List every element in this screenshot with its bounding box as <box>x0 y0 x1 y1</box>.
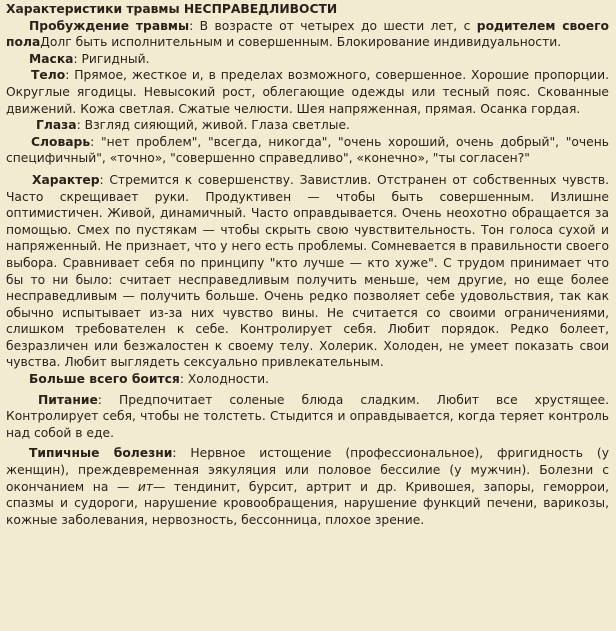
awakening-bold-part: родителем своего пола <box>6 18 609 50</box>
nutrition-label: Питание <box>38 392 98 407</box>
eyes-label: Глаза <box>36 118 77 133</box>
diseases-label: Типичные болезни <box>29 446 173 461</box>
paragraph-awakening <box>6 18 609 51</box>
diseases-italic-part: ит <box>137 479 154 494</box>
paragraph-nutrition <box>6 392 609 442</box>
paragraph-diseases <box>6 445 609 528</box>
document-title: Характеристики травмы НЕСПРАВЕДЛИВОСТИ <box>6 2 338 16</box>
diseases-text-before: : Нервное истощение (профессиональное), фригидность (у женщин), преждевременная эякуляция или половое бессилие (у мужчин). Болезни с окончанием на — <box>6 446 609 494</box>
diseases-text-after: — тендинит, бурсит, артрит и др. Кривошея, запоры, геморрои, спазмы и судороги, нарушение кровообращения, нарушение функций печени, варикозы, кожные заболевания, нервозность, бессонница, плохое зрение. <box>6 479 609 527</box>
awakening-label: Пробуждение травмы <box>29 18 190 33</box>
awakening-text-after: Долг быть исполнительным и совершенным. Блокирование индивидуальности. <box>40 35 562 50</box>
fear-label: Больше всего боится <box>29 372 180 387</box>
paragraph-eyes <box>6 117 609 134</box>
body-text: : Прямое, жесткое и, в пределах возможного, совершенное. Хорошие пропорции. Округлые ягодицы. Невысокий рост, облегающие одежды или тесный пояс. Скованные движений. Кожа светлая. Сжатые челюсти. Шея напряженная, прямая. Осанка гордая. <box>6 68 609 116</box>
nutrition-text: : Предпочитает соленые блюда сладким. Любит все хрустящее. Контролирует себя, чтобы не толстеть. Стыдится и оправдывается, когда теряет контроль над собой в еде. <box>6 392 609 440</box>
character-text: : Стремится к совершенству. Завистлив. Отстранен от собственных чувств. Часто скрещивает руки. Продуктивен — чтобы быть совершенным. Излишне оптимистичен. Живой, динамичный. Часто оправдывается. Очень неохотно обращается за помощью. Смех по пустякам — чтобы скрыть свою чувствительность. Тон голоса сухой и напряженный. Не признает, что у него есть проблемы. Сомневается в правильности своего выбора. Сравнивает себя по принципу "кто лучше — кто хуже". С трудом принимает что бы то ни было: считает несправедливым получить меньше, чем другие, но еще более несправедливым — получить больше. Очень редко позволяет себе удовольствия, так как обычно испытывает из-за них чувство вины. Не считается со своими ограничениями, слишком требователен к себе. Контролирует себя. Любит порядок. Редко болеет, безразличен или безжалостен к своему телу. Холерик. Холоден, не умеет показать свои чувства. Любит выглядеть сексуально привлекательным. <box>6 172 609 370</box>
vocabulary-label: Словарь <box>31 134 91 149</box>
character-label: Характер <box>32 172 100 187</box>
paragraph-vocabulary <box>6 134 609 167</box>
mask-label: Маска <box>29 51 74 66</box>
paragraph-fear <box>6 371 609 388</box>
vocabulary-text: : "нет проблем", "всегда, никогда", "очень хороший, очень добрый", "очень специфичный", «точно», "совершенно справедливо", «конечно», "ты согласен?" <box>6 134 609 166</box>
fear-text: : Холодности. <box>179 372 270 387</box>
body-label: Тело <box>31 68 66 83</box>
awakening-text-before: : В возрасте от четырех до шести лет, с <box>189 18 477 33</box>
paragraph-mask <box>6 51 609 68</box>
mask-text: : Ригидный. <box>73 51 150 66</box>
paragraph-body <box>6 67 609 117</box>
paragraph-character <box>6 172 609 371</box>
eyes-text: : Взгляд сияющий, живой. Глаза светлые. <box>76 118 350 133</box>
